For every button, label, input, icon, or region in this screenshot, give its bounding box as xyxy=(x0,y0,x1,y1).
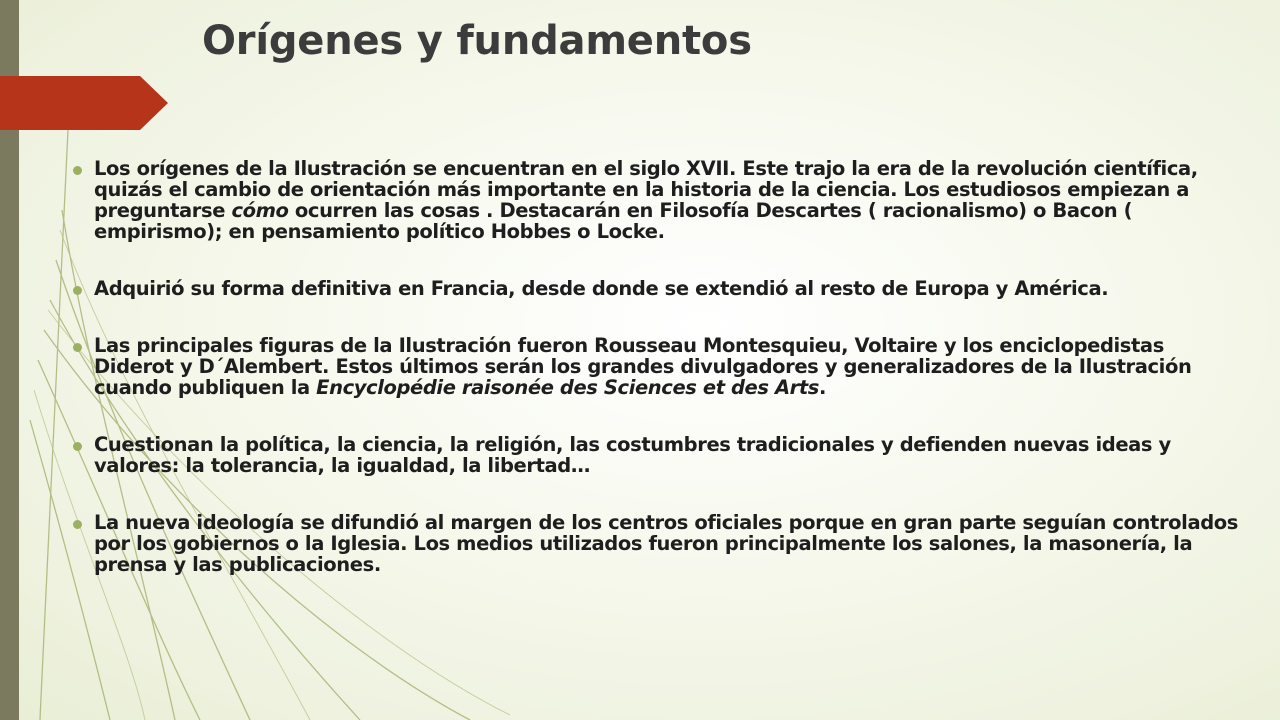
bullet-text: La nueva ideología se difundió al margen de los centros oficiales porque en gran parte seguían controlados por los gobiernos o la Iglesia. Los medios utilizados fueron principalmente los salones, la masonería, la prensa y las publicaciones. xyxy=(94,511,1238,576)
bullet-item xyxy=(73,158,1243,242)
bullet-italic-text: Encyclopédie raisonée des Sciences et des Arts xyxy=(316,376,820,399)
bullet-text: Los orígenes de la Ilustración se encuentran en el siglo XVII. Este trajo la era de la revolución científica, quizás el cambio de orientación más importante en la historia de la ciencia. Los estudiosos empiezan a preguntarse xyxy=(94,157,1198,222)
bullet-list xyxy=(73,158,1243,611)
bullet-item xyxy=(73,278,1243,299)
bullet-item xyxy=(73,335,1243,398)
bullet-text: Adquirió su forma definitiva en Francia, desde donde se extendió al resto de Europa y América. xyxy=(94,277,1109,300)
bullet-italic-text: cómo xyxy=(231,199,289,222)
bullet-text: Las principales figuras de la Ilustración fueron Rousseau Montesquieu, Voltaire y los enciclopedistas Diderot y D´Alembert. Estos últimos serán los grandes divulgadores y generalizadores de la Ilustración cuando publiquen la xyxy=(94,334,1192,399)
bullet-item xyxy=(73,434,1243,476)
bullet-text: ocurren las cosas . Destacarán en Filosofía Descartes ( racionalismo) o Bacon ( empirismo); en pensamiento político Hobbes o Locke. xyxy=(94,199,1133,243)
bullet-item xyxy=(73,512,1243,575)
bullet-text: Cuestionan la política, la ciencia, la religión, las costumbres tradicionales y defienden nuevas ideas y valores: la tolerancia, la igualdad, la libertad… xyxy=(94,433,1171,477)
accent-arrow-tab xyxy=(0,76,168,130)
slide-title: Orígenes y fundamentos xyxy=(202,18,752,64)
bullet-text: . xyxy=(819,376,827,399)
